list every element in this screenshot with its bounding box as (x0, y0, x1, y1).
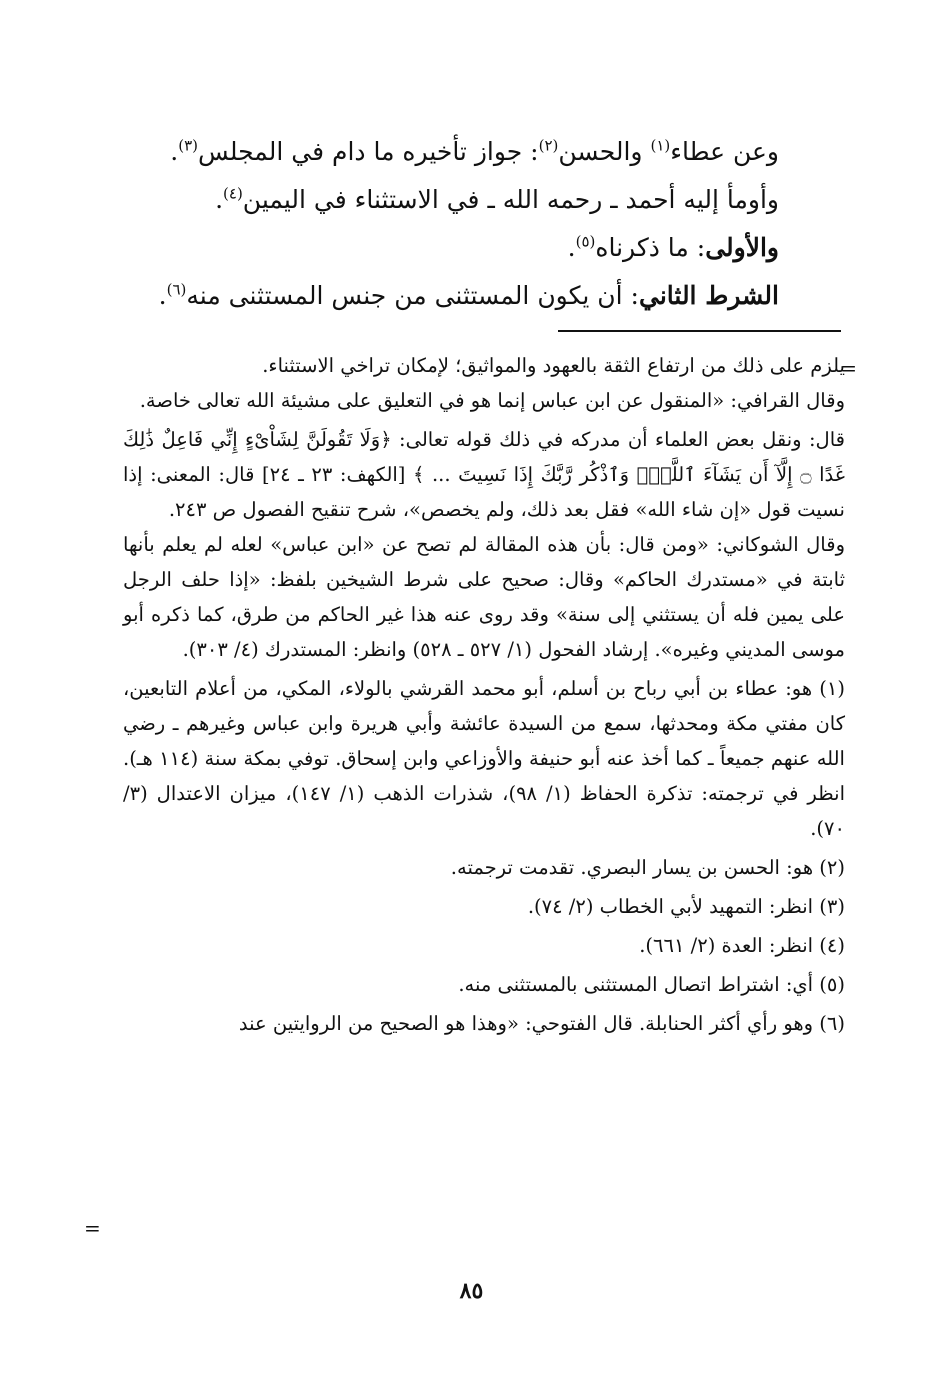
footnote-1: (١) هو: عطاء بن أبي رباح بن أسلم، أبو محمد القرشي بالولاء، المكي، من أعلام التابعين، كان مفتي مكة ومحدثها، سمع من السيدة عائشة وأبي هريرة وابن عباس وغيرهم ـ رضي الله عنهم جميعاً ـ كما أخذ عنه أبو حنيفة والأوزاعي وابن إسحاق. توفي بمكة سنة (١١٤ هـ). انظر في ترجمته: تذكرة الحفاظ (١/ ٩٨)، شذرات الذهب (١/ ١٤٧)، ميزان الاعتدال (٣/ ٧٠). (123, 677, 846, 840)
footnote-separator (558, 330, 841, 332)
footnote-ref-4[interactable]: (٤) (223, 184, 243, 203)
footnote-continued: يلزم على ذلك من ارتفاع الثقة بالعهود والمواثيق؛ لإمكان تراخي الاستثناء. (262, 354, 845, 377)
page-number: ٨٥ (459, 1278, 484, 1304)
footnote-4: (٤) انظر: العدة (٢/ ٦٦١). (639, 934, 845, 957)
footnote-3: (٣) انظر: التمهيد لأبي الخطاب (٢/ ٧٤). (527, 895, 845, 918)
footnote-ref-1[interactable]: (١) (650, 136, 671, 155)
text: . (158, 281, 167, 310)
footnote-continued-qarafi: وقال القرافي: «المنقول عن ابن عباس إنما هو في التعليق على مشيئة الله تعالى خاصة. (139, 389, 845, 412)
text: : جواز تأخيره ما دام في المجلس (197, 137, 539, 166)
text: . (215, 185, 224, 214)
footnote-6: (٦) وهو رأي أكثر الحنابلة. قال الفتوحي: «وهذا هو الصحيح من الروايتين عند (238, 1012, 845, 1035)
text: : ما ذكرناه (595, 233, 706, 262)
main-line-3 (159, 224, 779, 272)
footnotes (123, 348, 845, 1041)
footnote-ref-5[interactable]: (٥) (575, 232, 596, 251)
footnote-continued-quran: قال: ونقل بعض العلماء أن مدركه في ذلك قوله تعالى: ﴿وَلَا تَقُولَنَّ لِشَاْىْءٍ إِنِّي فَاعِلٌ ذَٰلِكَ غَدًا ۝ إِلَّآ أَن يَشَآءَ ٱللَّهُۚ وَٱذْكُر رَّبَّكَ إِذَا نَسِيتَ ... ﴾ [الكهف: ٢٣ ـ ٢٤] قال: المعنى: إذا نسيت قول «إن شاء الله» فقل بعد ذلك، ولم يخصص»، شرح تنقيح الفصول ص ٢٤٣. (123, 428, 845, 521)
footnote-ref-6[interactable]: (٦) (166, 280, 187, 299)
continuation-mark-end: = (84, 1216, 101, 1240)
footnote-continued-shawkani: وقال الشوكاني: «ومن قال: بأن هذه المقالة لم تصح عن «ابن عباس» لعله لم يعلم بأنها ثابتة في «مستدرك الحاكم» وقال: صحيح على شرط الشيخين بلفظ: «إذا حلف الرجل على يمين فله أن يستثني إلى سنة» وقد روى عنه هذا غير الحاكم من طرق، كما ذكره أبو موسى المديني وغيره». إرشاد الفحول (١/ ٥٢٧ ـ ٥٢٨) وانظر: المستدرك (٤/ ٣٠٣). (123, 533, 845, 661)
main-line-4 (159, 272, 779, 320)
text: وعن عطاء (670, 137, 779, 166)
bold-heading: الشرط الثاني (638, 281, 779, 310)
main-text (159, 128, 779, 320)
text: . (567, 233, 576, 262)
footnote-2: (٢) هو: الحسن بن يسار البصري. تقدمت ترجمته. (450, 856, 845, 879)
text: والحسن (558, 137, 651, 166)
text: . (170, 137, 179, 166)
footnote-5: (٥) أي: اشتراط اتصال المستثنى بالمستثنى منه. (458, 973, 845, 996)
text: : أن يكون المستثنى من جنس المستثنى منه (186, 281, 639, 310)
text: وأومأ إليه أحمد ـ رحمه الله ـ في الاستثناء في اليمين (242, 185, 779, 214)
bold-term: والأولى (705, 233, 779, 262)
main-line-1 (159, 128, 779, 176)
main-line-2 (159, 176, 779, 224)
footnote-ref-3[interactable]: (٣) (178, 136, 198, 155)
continuation-mark-start: = (840, 356, 857, 380)
footnote-ref-2[interactable]: (٢) (538, 136, 559, 155)
